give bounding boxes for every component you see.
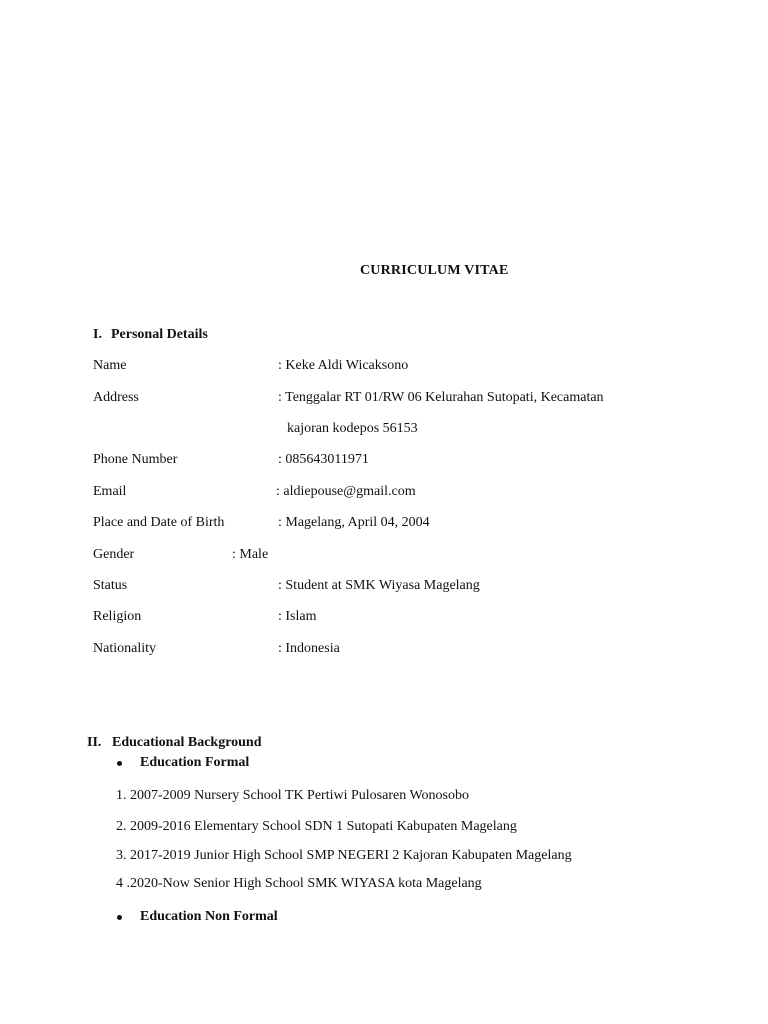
detail-label-email: Email [93, 484, 127, 499]
detail-value-birth: : Magelang, April 04, 2004 [278, 515, 430, 530]
detail-value-nationality: : Indonesia [278, 641, 340, 656]
detail-value-email: : aldiepouse@gmail.com [276, 484, 416, 499]
detail-label-address: Address [93, 390, 139, 405]
detail-label-birth: Place and Date of Birth [93, 515, 225, 530]
list-item: 1. 2007-2009 Nursery School TK Pertiwi Pulosaren Wonosobo [116, 788, 470, 803]
detail-value-gender: : Male [232, 547, 269, 562]
detail-label-gender: Gender [93, 547, 135, 562]
section-heading-education: Educational Background [112, 735, 262, 750]
detail-value-address-cont: kajoran kodepos 56153 [287, 421, 418, 436]
detail-label-nationality: Nationality [93, 641, 156, 656]
detail-value-name: : Keke Aldi Wicaksono [278, 358, 409, 373]
detail-value-status: : Student at SMK Wiyasa Magelang [278, 578, 480, 593]
list-item: 2. 2009-2016 Elementary School SDN 1 Sutopati Kabupaten Magelang [116, 819, 517, 834]
detail-value-phone: : 085643011971 [278, 452, 369, 467]
detail-label-status: Status [93, 578, 128, 593]
section-number-education: II. [87, 735, 102, 750]
detail-value-address: : Tenggalar RT 01/RW 06 Kelurahan Sutopati, Kecamatan [278, 390, 604, 405]
list-item: 3. 2017-2019 Junior High School SMP NEGERI 2 Kajoran Kabupaten Magelang [116, 848, 572, 863]
education-formal-label: Education Formal [140, 755, 250, 770]
bullet-icon [117, 761, 122, 766]
detail-label-phone: Phone Number [93, 452, 178, 467]
detail-label-name: Name [93, 358, 127, 373]
section-heading-personal: Personal Details [111, 327, 208, 342]
section-number-personal: I. [93, 327, 102, 342]
bullet-icon [117, 915, 122, 920]
list-item: 4 .2020-Now Senior High School SMK WIYASA kota Magelang [116, 876, 482, 891]
detail-value-religion: : Islam [278, 609, 317, 624]
education-nonformal-label: Education Non Formal [140, 909, 278, 924]
detail-label-religion: Religion [93, 609, 142, 624]
document-title: CURRICULUM VITAE [360, 263, 509, 278]
